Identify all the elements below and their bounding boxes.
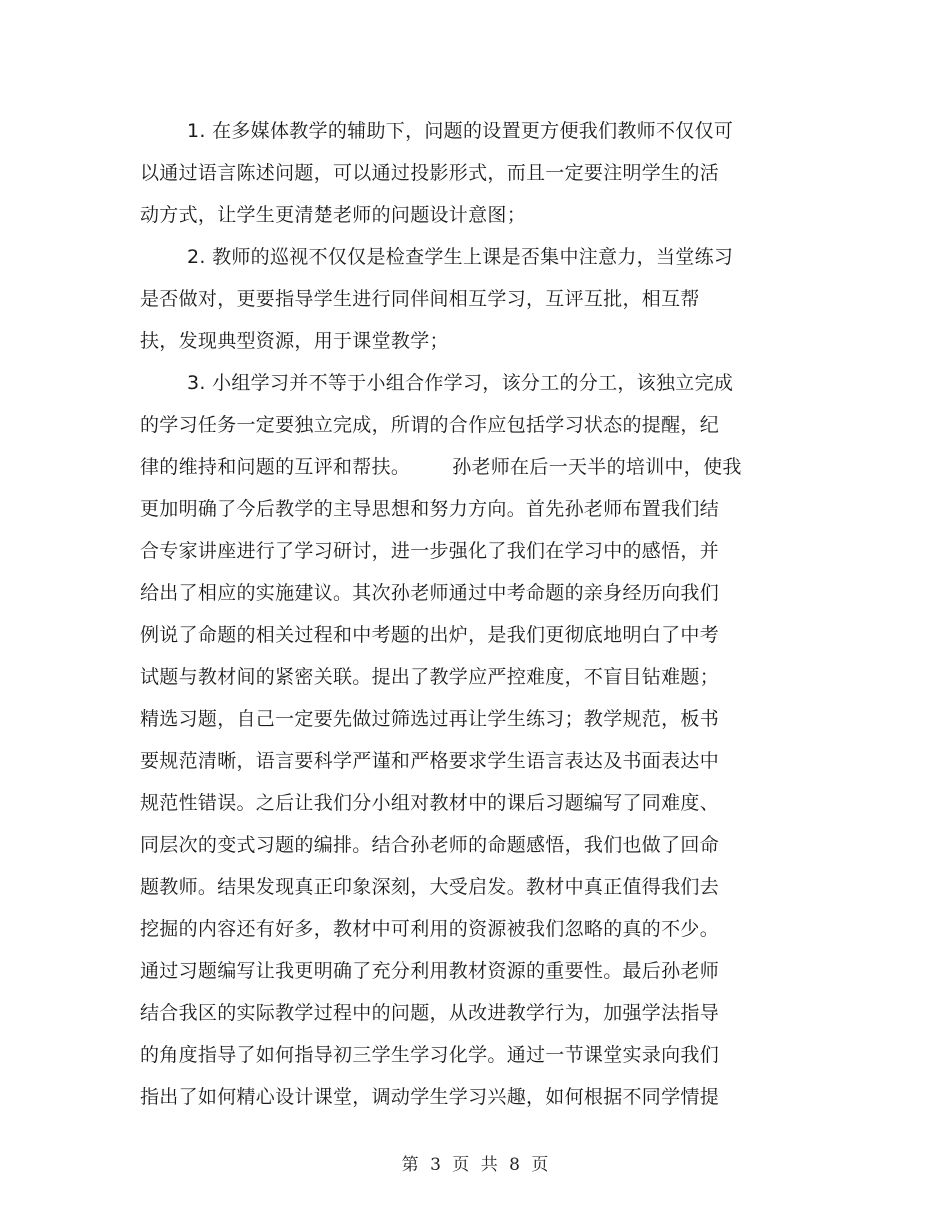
paragraph-line: 通过习题编写让我更明确了充分利用教材资源的重要性。最后孙老师: [140, 960, 720, 982]
paragraph-line: 2. 教师的巡视不仅仅是检查学生上课是否集中注意力，当堂练习: [187, 246, 734, 268]
paragraph-line: 1. 在多媒体教学的辅助下，问题的设置更方便我们教师不仅仅可: [187, 120, 734, 142]
paragraph-line: 的学习任务一定要独立完成，所谓的合作应包括学习状态的提醒，纪: [140, 414, 720, 436]
paragraph-line: 要规范清晰，语言要科学严谨和严格要求学生语言表达及书面表达中: [140, 750, 720, 772]
paragraph-line: 3. 小组学习并不等于小组合作学习，该分工的分工，该独立完成: [187, 372, 734, 394]
document-body: [140, 110, 780, 1118]
paragraph-line: 例说了命题的相关过程和中考题的出炉，是我们更彻底地明白了中考: [140, 624, 720, 646]
paragraph-line: 的角度指导了如何指导初三学生学习化学。通过一节课堂实录向我们: [140, 1044, 720, 1066]
paragraph-line: 扶，发现典型资源，用于课堂教学；: [140, 330, 449, 352]
paragraph-line: 更加明确了今后教学的主导思想和努力方向。首先孙老师布置我们结: [140, 498, 720, 520]
page-number-footer: 第 3 页 共 8 页: [401, 1155, 549, 1175]
paragraph-line: 以通过语言陈述问题，可以通过投影形式，而且一定要注明学生的活: [140, 162, 720, 184]
paragraph-line: 给出了相应的实施建议。其次孙老师通过中考命题的亲身经历向我们: [140, 582, 720, 604]
paragraph-line: 规范性错误。之后让我们分小组对教材中的课后习题编写了同难度、: [140, 792, 720, 814]
paragraph-line: 试题与教材间的紧密关联。提出了教学应严控难度，不盲目钻难题；: [140, 666, 720, 688]
paragraph-line: 题教师。结果发现真正印象深刻，大受启发。教材中真正值得我们去: [140, 876, 720, 898]
paragraph-line: 挖掘的内容还有好多，教材中可利用的资源被我们忽略的真的不少。: [140, 918, 720, 940]
paragraph-line: 动方式，让学生更清楚老师的问题设计意图；: [140, 204, 527, 226]
paragraph-line-part: 律的维持和问题的互评和帮扶。: [140, 456, 411, 478]
paragraph-line: 同层次的变式习题的编排。结合孙老师的命题感悟，我们也做了回命: [140, 834, 720, 856]
paragraph-line: [140, 446, 780, 488]
paragraph-line: 合专家讲座进行了学习研讨，进一步强化了我们在学习中的感悟，并: [140, 540, 720, 562]
paragraph-line: 是否做对，更要指导学生进行同伴间相互学习，互评互批，相互帮: [140, 288, 700, 310]
paragraph-line-part: 孙老师在后一天半的培训中，使我: [452, 456, 742, 478]
paragraph-line: 精选习题，自己一定要先做过筛选过再让学生练习；教学规范，板书: [140, 708, 720, 730]
paragraph-line: 指出了如何精心设计课堂，调动学生学习兴趣，如何根据不同学情提: [140, 1086, 720, 1108]
paragraph-line: 结合我区的实际教学过程中的问题，从改进教学行为，加强学法指导: [140, 1002, 720, 1024]
